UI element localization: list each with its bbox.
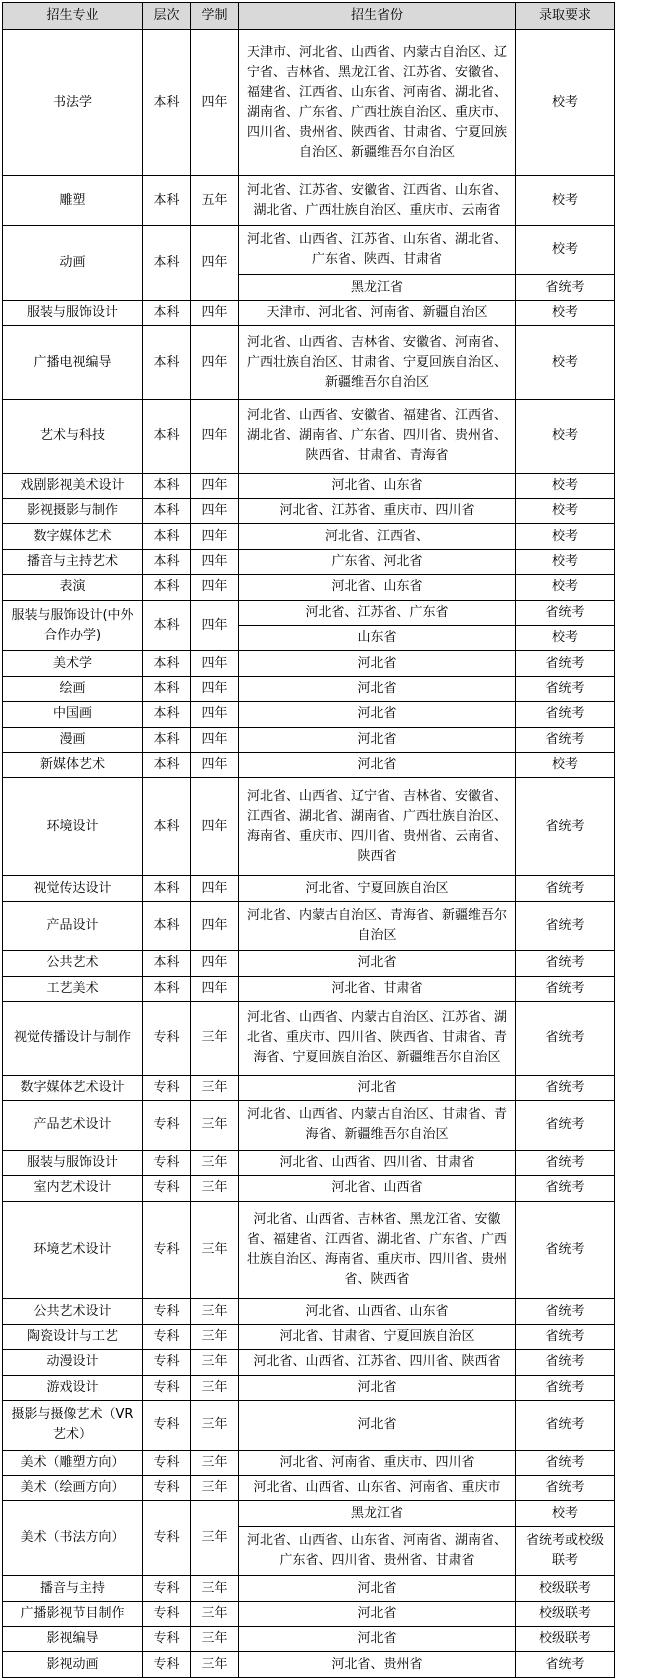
requirement-cell: 校考 (516, 326, 615, 400)
requirement-cell: 省统考 (516, 976, 615, 1001)
duration-cell: 三年 (191, 1652, 239, 1678)
duration-cell: 四年 (191, 951, 239, 976)
major-cell: 美术学 (3, 651, 143, 676)
level-cell: 本科 (143, 651, 191, 676)
requirement-cell: 省统考 (516, 1075, 615, 1100)
duration-cell: 三年 (191, 1350, 239, 1375)
duration-cell: 四年 (191, 225, 239, 300)
table-row (3, 1401, 615, 1451)
major-cell: 服装与服饰设计 (3, 1150, 143, 1175)
major-cell: 工艺美术 (3, 976, 143, 1001)
requirement-cell: 省统考 (516, 1350, 615, 1375)
level-cell: 专科 (143, 1324, 191, 1349)
duration-cell: 三年 (191, 1501, 239, 1576)
level-cell: 本科 (143, 976, 191, 1001)
level-cell: 专科 (143, 1299, 191, 1324)
duration-cell: 四年 (191, 575, 239, 600)
major-cell: 游戏设计 (3, 1375, 143, 1400)
requirement-cell: 省统考 (516, 1002, 615, 1076)
requirement-cell: 省统考 (516, 651, 615, 676)
major-cell: 服装与服饰设计 (3, 300, 143, 325)
duration-cell: 三年 (191, 1176, 239, 1201)
table-row (3, 1075, 615, 1100)
level-cell: 专科 (143, 1450, 191, 1475)
major-cell: 陶瓷设计与工艺 (3, 1324, 143, 1349)
requirement-cell: 省统考 (516, 676, 615, 701)
level-cell: 本科 (143, 176, 191, 226)
provinces-cell: 河北省、山西省、山东省、河南省、重庆市 (239, 1475, 516, 1500)
requirement-cell: 省统考 (516, 1652, 615, 1678)
provinces-cell: 河北省、山西省、江苏省、山东省、湖北省、广东省、陕西、甘肃省 (239, 225, 516, 275)
major-cell: 戏剧影视美术设计 (3, 473, 143, 498)
table-row (3, 1601, 615, 1626)
level-cell: 本科 (143, 778, 191, 876)
table-row (3, 1150, 615, 1175)
table-row (3, 676, 615, 701)
provinces-cell: 河北省、贵州省 (239, 1652, 516, 1678)
major-cell: 数字媒体艺术 (3, 524, 143, 549)
duration-cell: 三年 (191, 1201, 239, 1299)
duration-cell: 三年 (191, 1627, 239, 1652)
provinces-cell: 河北省、江苏省、广东省 (239, 600, 516, 625)
duration-cell: 三年 (191, 1375, 239, 1400)
duration-cell: 三年 (191, 1150, 239, 1175)
level-cell: 专科 (143, 1652, 191, 1678)
level-cell: 专科 (143, 1150, 191, 1175)
requirement-cell: 省统考 (516, 1201, 615, 1299)
major-cell: 公共艺术设计 (3, 1299, 143, 1324)
duration-cell: 三年 (191, 1002, 239, 1076)
provinces-cell: 河北省、山东省 (239, 473, 516, 498)
duration-cell: 四年 (191, 753, 239, 778)
provinces-cell: 河北省 (239, 1075, 516, 1100)
provinces-cell: 河北省、内蒙古自治区、青海省、新疆维吾尔自治区 (239, 901, 516, 951)
duration-cell: 四年 (191, 676, 239, 701)
level-cell: 专科 (143, 1627, 191, 1652)
major-cell: 视觉传播设计与制作 (3, 1002, 143, 1076)
table-row (3, 1201, 615, 1299)
major-cell: 播音与主持艺术 (3, 549, 143, 574)
requirement-cell: 校考 (516, 549, 615, 574)
requirement-cell: 省统考 (516, 951, 615, 976)
provinces-cell: 河北省、江西省、 (239, 524, 516, 549)
duration-cell: 四年 (191, 976, 239, 1001)
level-cell: 专科 (143, 1576, 191, 1601)
table-row (3, 1101, 615, 1151)
level-cell: 专科 (143, 1176, 191, 1201)
header-level: 层次 (143, 3, 191, 30)
table-row (3, 1501, 615, 1526)
major-cell: 广播影视节目制作 (3, 1601, 143, 1626)
duration-cell: 四年 (191, 901, 239, 951)
table-row (3, 1576, 615, 1601)
provinces-cell: 河北省、甘肃省、宁夏回族自治区 (239, 1324, 516, 1349)
requirement-cell: 校考 (516, 300, 615, 325)
level-cell: 本科 (143, 225, 191, 300)
provinces-cell: 河北省、山西省、吉林省、黑龙江省、安徽省、福建省、江西省、湖北省、广东省、广西壮族自治区、海南省、重庆市、四川省、贵州省、陕西省 (239, 1201, 516, 1299)
major-cell: 影视编导 (3, 1627, 143, 1652)
table-row (3, 778, 615, 876)
table-row (3, 753, 615, 778)
requirement-cell: 省统考 (516, 727, 615, 752)
duration-cell: 四年 (191, 326, 239, 400)
duration-cell: 三年 (191, 1576, 239, 1601)
level-cell: 本科 (143, 702, 191, 727)
duration-cell: 四年 (191, 600, 239, 651)
level-cell: 本科 (143, 600, 191, 651)
admissions-table (2, 2, 615, 1678)
duration-cell: 四年 (191, 399, 239, 473)
table-row (3, 300, 615, 325)
provinces-cell: 河北省、山东省 (239, 575, 516, 600)
table-row (3, 524, 615, 549)
provinces-cell: 河北省、山西省、四川省、甘肃省 (239, 1150, 516, 1175)
requirement-cell: 省统考 (516, 1101, 615, 1151)
table-row (3, 30, 615, 176)
requirement-cell: 校考 (516, 499, 615, 524)
major-cell: 书法学 (3, 30, 143, 176)
header-row (3, 3, 615, 30)
provinces-cell: 广东省、河北省 (239, 549, 516, 574)
requirement-cell: 省统考 (516, 1450, 615, 1475)
provinces-cell: 河北省 (239, 1601, 516, 1626)
duration-cell: 三年 (191, 1475, 239, 1500)
provinces-cell: 河北省、山西省、山东省 (239, 1299, 516, 1324)
requirement-cell: 校考 (516, 473, 615, 498)
duration-cell: 四年 (191, 473, 239, 498)
table-row (3, 651, 615, 676)
major-cell: 广播电视编导 (3, 326, 143, 400)
duration-cell: 四年 (191, 876, 239, 901)
major-cell: 动画 (3, 225, 143, 300)
major-cell: 新媒体艺术 (3, 753, 143, 778)
header-major: 招生专业 (3, 3, 143, 30)
provinces-cell: 河北省 (239, 651, 516, 676)
duration-cell: 三年 (191, 1299, 239, 1324)
duration-cell: 三年 (191, 1401, 239, 1451)
requirement-cell: 校考 (516, 225, 615, 275)
level-cell: 专科 (143, 1350, 191, 1375)
requirement-cell: 省统考 (516, 1475, 615, 1500)
table-row (3, 399, 615, 473)
table-row (3, 1450, 615, 1475)
duration-cell: 四年 (191, 499, 239, 524)
level-cell: 本科 (143, 524, 191, 549)
provinces-cell: 河北省 (239, 951, 516, 976)
duration-cell: 五年 (191, 176, 239, 226)
provinces-cell: 河北省、山西省、内蒙古自治区、江苏省、湖北省、重庆市、四川省、陕西省、甘肃省、青海省、宁夏回族自治区、新疆维吾尔自治区 (239, 1002, 516, 1076)
major-cell: 室内艺术设计 (3, 1176, 143, 1201)
table-row (3, 1652, 615, 1678)
provinces-cell: 河北省 (239, 727, 516, 752)
duration-cell: 四年 (191, 778, 239, 876)
duration-cell: 四年 (191, 651, 239, 676)
duration-cell: 三年 (191, 1450, 239, 1475)
major-cell: 播音与主持 (3, 1576, 143, 1601)
provinces-cell: 河北省、山西省、内蒙古自治区、甘肃省、青海省、新疆维吾尔自治区 (239, 1101, 516, 1151)
duration-cell: 四年 (191, 300, 239, 325)
major-cell: 中国画 (3, 702, 143, 727)
provinces-cell: 河北省、江苏省、安徽省、江西省、山东省、湖北省、广西壮族自治区、重庆市、云南省 (239, 176, 516, 226)
duration-cell: 四年 (191, 727, 239, 752)
requirement-cell: 校考 (516, 30, 615, 176)
provinces-cell: 河北省、甘肃省 (239, 976, 516, 1001)
requirement-cell: 省统考 (516, 1324, 615, 1349)
level-cell: 本科 (143, 575, 191, 600)
table-row (3, 600, 615, 625)
level-cell: 本科 (143, 901, 191, 951)
provinces-cell: 河北省、山西省、安徽省、福建省、江西省、湖北省、湖南省、广东省、四川省、贵州省、陕西省、甘肃省、青海省 (239, 399, 516, 473)
table-row (3, 901, 615, 951)
table-row (3, 326, 615, 400)
level-cell: 本科 (143, 549, 191, 574)
duration-cell: 四年 (191, 30, 239, 176)
table-row (3, 575, 615, 600)
level-cell: 本科 (143, 727, 191, 752)
level-cell: 专科 (143, 1501, 191, 1576)
requirement-cell: 省统考 (516, 1375, 615, 1400)
major-cell: 艺术与科技 (3, 399, 143, 473)
major-cell: 数字媒体艺术设计 (3, 1075, 143, 1100)
requirement-cell: 省统考 (516, 1150, 615, 1175)
table-row (3, 499, 615, 524)
provinces-cell: 河北省、山西省、江苏省、四川省、陕西省 (239, 1350, 516, 1375)
table-row (3, 727, 615, 752)
table-row (3, 1375, 615, 1400)
major-cell: 影视摄影与制作 (3, 499, 143, 524)
provinces-cell: 河北省、山西省、辽宁省、吉林省、安徽省、江西省、湖北省、湖南省、广西壮族自治区、海南省、重庆市、四川省、贵州省、云南省、陕西省 (239, 778, 516, 876)
level-cell: 本科 (143, 300, 191, 325)
major-cell: 绘画 (3, 676, 143, 701)
major-cell: 公共艺术 (3, 951, 143, 976)
level-cell: 专科 (143, 1601, 191, 1626)
major-cell: 服装与服饰设计(中外合作办学) (3, 600, 143, 651)
major-cell: 产品设计 (3, 901, 143, 951)
provinces-cell: 河北省 (239, 1576, 516, 1601)
provinces-cell: 河北省 (239, 1375, 516, 1400)
table-row (3, 976, 615, 1001)
provinces-cell: 天津市、河北省、河南省、新疆自治区 (239, 300, 516, 325)
level-cell: 专科 (143, 1101, 191, 1151)
major-cell: 漫画 (3, 727, 143, 752)
level-cell: 本科 (143, 499, 191, 524)
table-row (3, 1299, 615, 1324)
requirement-cell: 省统考 (516, 876, 615, 901)
provinces-cell: 河北省 (239, 753, 516, 778)
major-cell: 环境设计 (3, 778, 143, 876)
requirement-cell: 省统考 (516, 778, 615, 876)
provinces-cell: 天津市、河北省、山西省、内蒙古自治区、辽宁省、吉林省、黑龙江省、江苏省、安徽省、福建省、江西省、山东省、河南省、湖北省、湖南省、广东省、广西壮族自治区、重庆市、四川省、贵州省、陕西省、甘肃省、宁夏回族自治区、新疆维吾尔自治区 (239, 30, 516, 176)
duration-cell: 四年 (191, 524, 239, 549)
requirement-cell: 省统考 (516, 600, 615, 625)
provinces-cell: 河北省、山西省、吉林省、安徽省、河南省、广西壮族自治区、甘肃省、宁夏回族自治区、新疆维吾尔自治区 (239, 326, 516, 400)
duration-cell: 三年 (191, 1075, 239, 1100)
table-row (3, 702, 615, 727)
major-cell: 产品艺术设计 (3, 1101, 143, 1151)
table-row (3, 473, 615, 498)
table-row (3, 176, 615, 226)
major-cell: 摄影与摄像艺术（VR艺术） (3, 1401, 143, 1451)
requirement-cell: 校级联考 (516, 1601, 615, 1626)
provinces-cell: 黑龙江省 (239, 275, 516, 300)
table-row (3, 1002, 615, 1076)
provinces-cell: 黑龙江省 (239, 1501, 516, 1526)
duration-cell: 三年 (191, 1324, 239, 1349)
table-row (3, 1350, 615, 1375)
provinces-cell: 山东省 (239, 626, 516, 651)
provinces-cell: 河北省、宁夏回族自治区 (239, 876, 516, 901)
requirement-cell: 校考 (516, 753, 615, 778)
level-cell: 专科 (143, 1475, 191, 1500)
requirement-cell: 校级联考 (516, 1576, 615, 1601)
level-cell: 本科 (143, 473, 191, 498)
major-cell: 表演 (3, 575, 143, 600)
level-cell: 本科 (143, 753, 191, 778)
provinces-cell: 河北省、山西省、山东省、河南省、湖南省、广东省、四川省、贵州省、甘肃省 (239, 1526, 516, 1576)
table-row (3, 1475, 615, 1500)
level-cell: 专科 (143, 1002, 191, 1076)
provinces-cell: 河北省、河南省、重庆市、四川省 (239, 1450, 516, 1475)
table-row (3, 549, 615, 574)
table-row (3, 1176, 615, 1201)
duration-cell: 四年 (191, 549, 239, 574)
requirement-cell: 省统考 (516, 275, 615, 300)
requirement-cell: 校考 (516, 1501, 615, 1526)
level-cell: 本科 (143, 876, 191, 901)
major-cell: 影视动画 (3, 1652, 143, 1678)
requirement-cell: 省统考 (516, 1401, 615, 1451)
requirement-cell: 校考 (516, 399, 615, 473)
table-row (3, 1627, 615, 1652)
major-cell: 美术（绘画方向） (3, 1475, 143, 1500)
requirement-cell: 省统考 (516, 901, 615, 951)
header-provinces: 招生省份 (239, 3, 516, 30)
level-cell: 本科 (143, 676, 191, 701)
table-row (3, 876, 615, 901)
level-cell: 专科 (143, 1201, 191, 1299)
provinces-cell: 河北省 (239, 702, 516, 727)
requirement-cell: 校考 (516, 575, 615, 600)
requirement-cell: 校级联考 (516, 1627, 615, 1652)
major-cell: 美术（书法方向） (3, 1501, 143, 1576)
requirement-cell: 省统考 (516, 702, 615, 727)
requirement-cell: 校考 (516, 524, 615, 549)
header-requirement: 录取要求 (516, 3, 615, 30)
level-cell: 本科 (143, 326, 191, 400)
major-cell: 美术（雕塑方向） (3, 1450, 143, 1475)
table-row (3, 951, 615, 976)
provinces-cell: 河北省、江苏省、重庆市、四川省 (239, 499, 516, 524)
provinces-cell: 河北省、山西省 (239, 1176, 516, 1201)
major-cell: 视觉传达设计 (3, 876, 143, 901)
provinces-cell: 河北省 (239, 676, 516, 701)
requirement-cell: 校考 (516, 176, 615, 226)
requirement-cell: 校考 (516, 626, 615, 651)
level-cell: 专科 (143, 1401, 191, 1451)
level-cell: 专科 (143, 1075, 191, 1100)
level-cell: 专科 (143, 1375, 191, 1400)
table-body (3, 30, 615, 1678)
requirement-cell: 省统考 (516, 1176, 615, 1201)
duration-cell: 四年 (191, 702, 239, 727)
major-cell: 雕塑 (3, 176, 143, 226)
requirement-cell: 省统考或校级联考 (516, 1526, 615, 1576)
header-duration: 学制 (191, 3, 239, 30)
duration-cell: 三年 (191, 1101, 239, 1151)
provinces-cell: 河北省 (239, 1401, 516, 1451)
major-cell: 动漫设计 (3, 1350, 143, 1375)
level-cell: 本科 (143, 30, 191, 176)
level-cell: 本科 (143, 399, 191, 473)
major-cell: 环境艺术设计 (3, 1201, 143, 1299)
table-row (3, 1324, 615, 1349)
provinces-cell: 河北省 (239, 1627, 516, 1652)
table-row (3, 225, 615, 275)
requirement-cell: 省统考 (516, 1299, 615, 1324)
duration-cell: 三年 (191, 1601, 239, 1626)
level-cell: 本科 (143, 951, 191, 976)
